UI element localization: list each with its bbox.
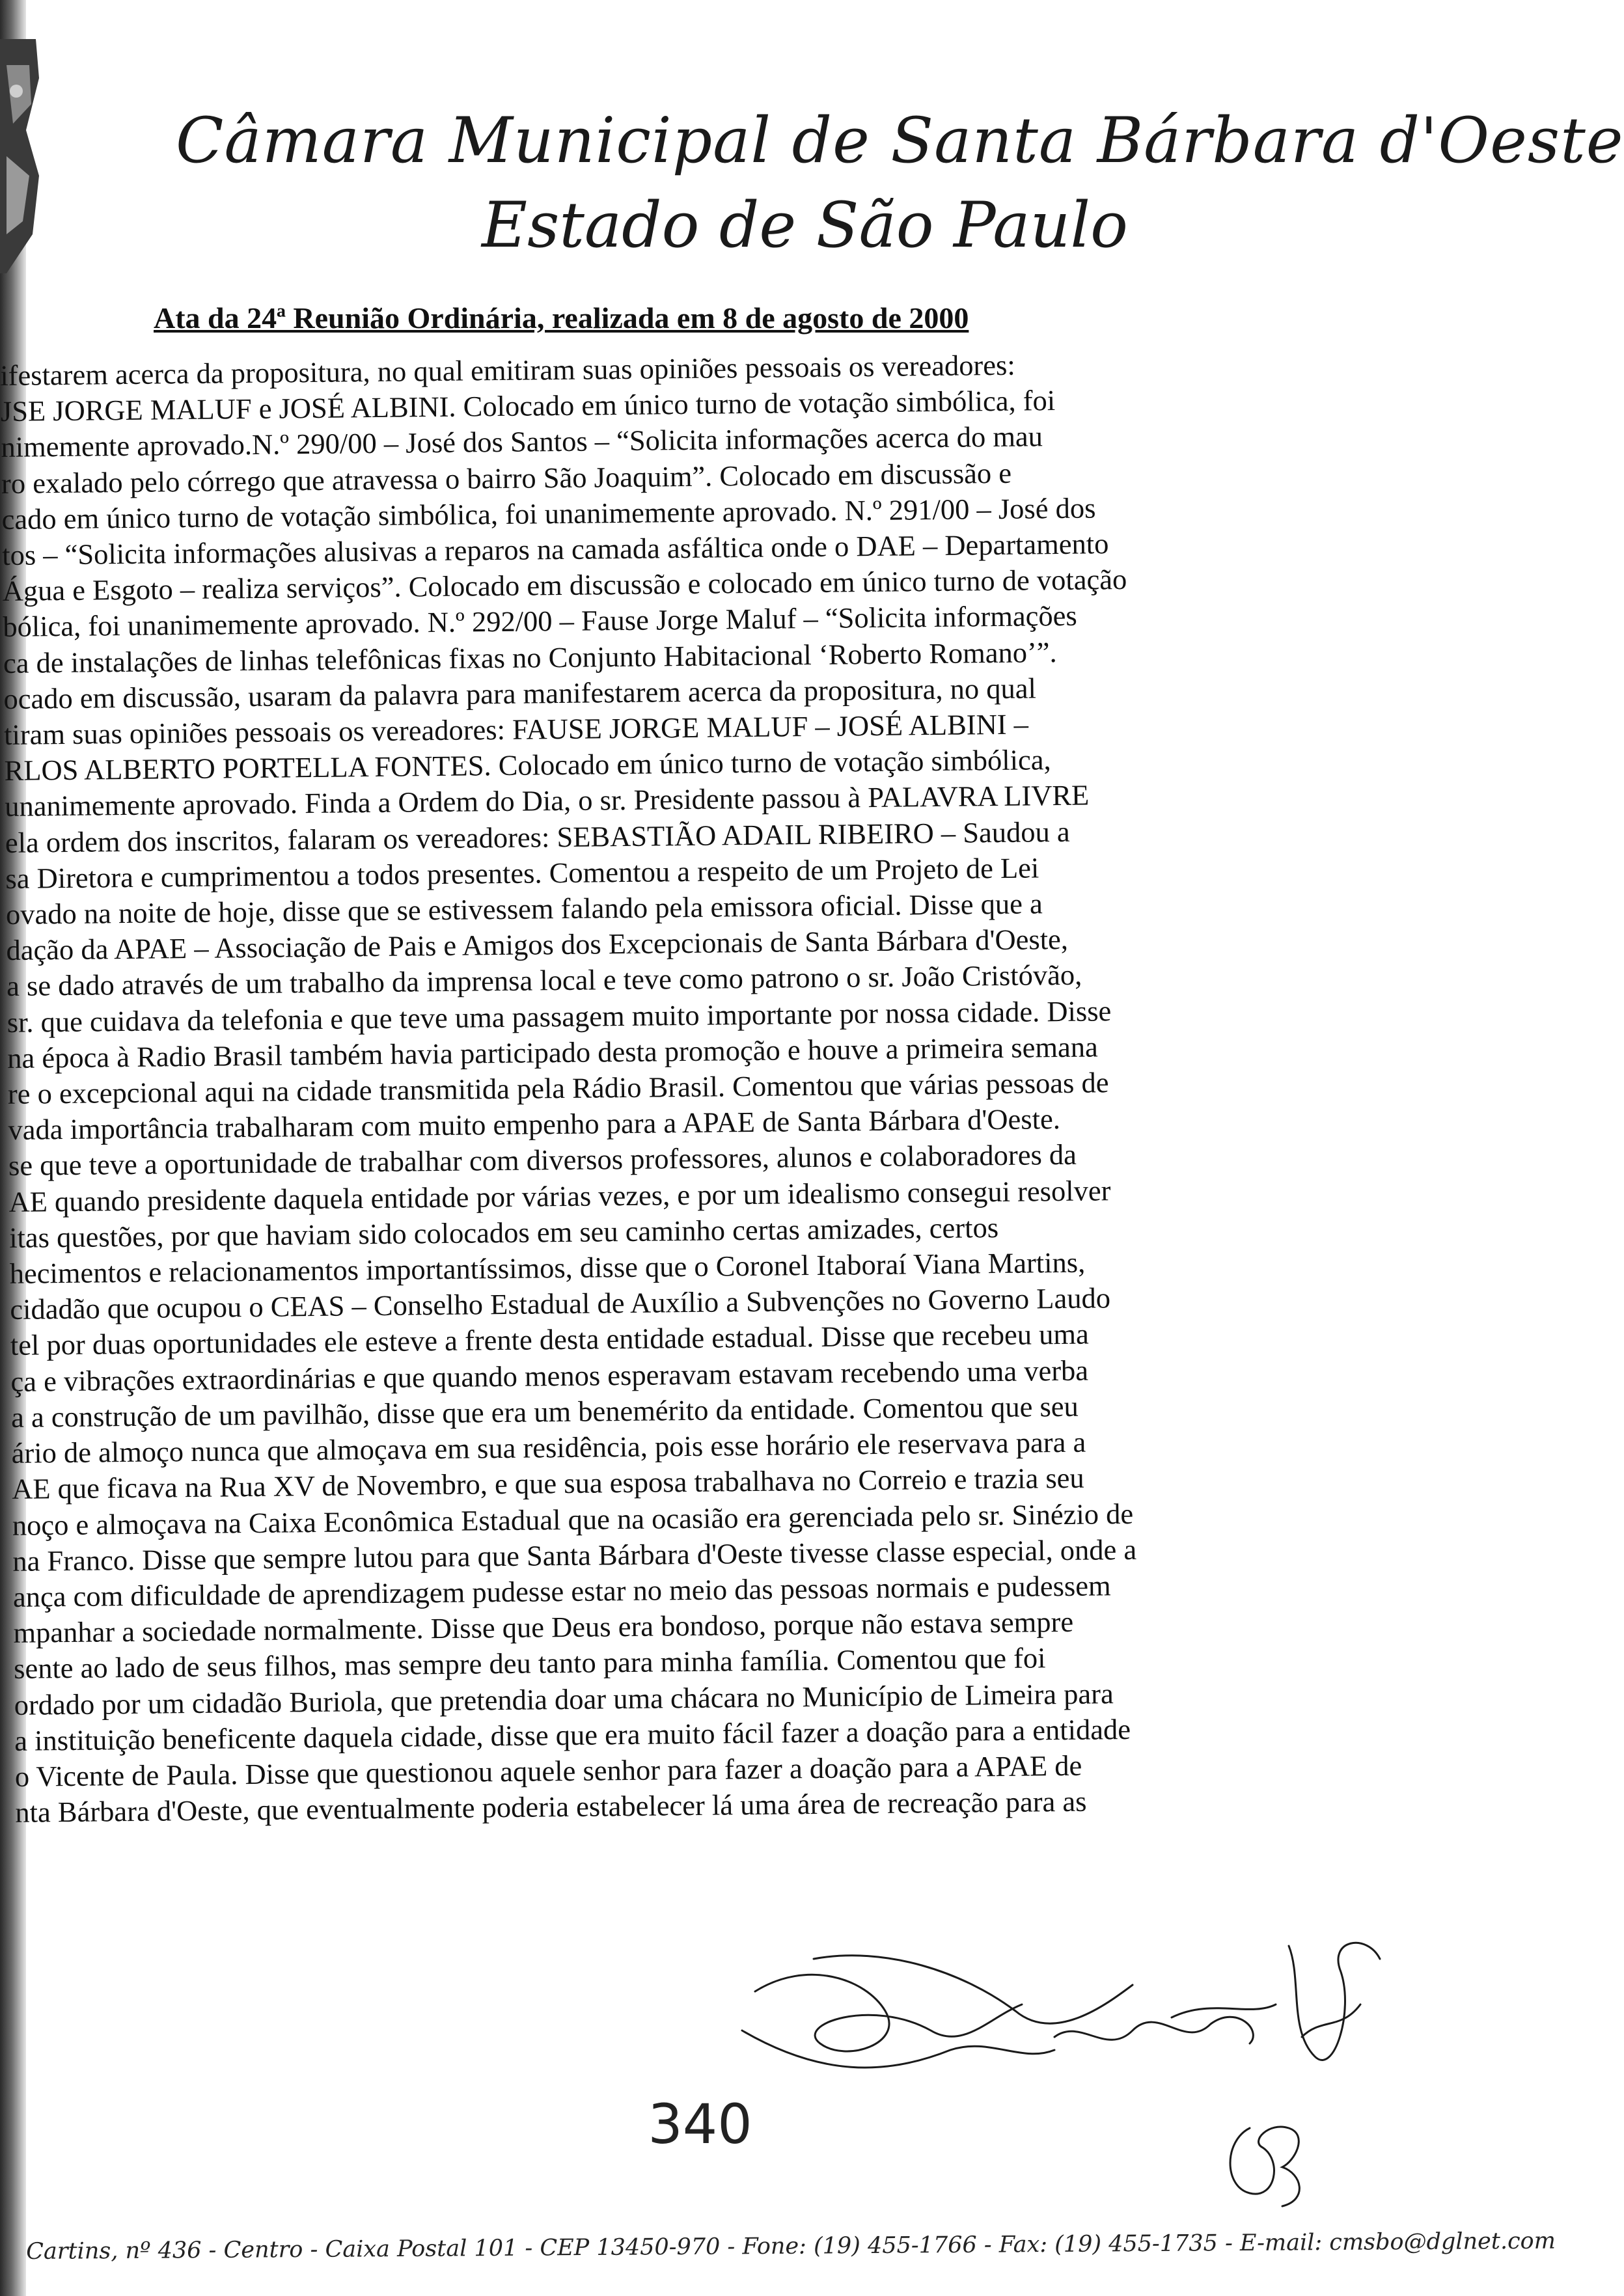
- header-state-name: Estado de São Paulo: [482, 189, 1128, 262]
- body-line: ocado em discussão, usaram da palavra para manifestarem acerca da propositura, no qual: [3, 672, 1037, 715]
- body-line: AE quando presidente daquela entidade por várias vezes, e por um idealismo consegui resolver: [8, 1173, 1111, 1218]
- initials-signature: [1211, 2102, 1328, 2213]
- signature-stroke: [1172, 2004, 1276, 2017]
- signature-stroke: [814, 1956, 1133, 2023]
- signatures: [716, 1920, 1393, 2102]
- body-line: tos – “Solicita informações alusivas a reparos na camada asfáltica onde o DAE – Departamento: [1, 527, 1109, 571]
- body-line: re o excepcional aqui na cidade transmitida pela Rádio Brasil. Comentou que várias pessoas de: [7, 1066, 1109, 1110]
- body-line: hecimentos e relacionamentos importantíssimos, disse que o Coronel Itaboraí Viana Martins,: [9, 1246, 1086, 1290]
- body-line: dação da APAE – Associação de Pais e Amigos dos Excepcionais de Santa Bárbara d'Oeste,: [6, 923, 1069, 967]
- body-line: nta Bárbara d'Oeste, que eventualmente poderia estabelecer lá uma área de recreação para as: [15, 1784, 1087, 1829]
- signature-stroke: [755, 1975, 1022, 2051]
- body-line: ovado na noite de hoje, disse que se estivessem falando pela emissora oficial. Disse que a: [5, 887, 1043, 931]
- body-line: o Vicente de Paula. Disse que questionou aquele senhor para fazer a doação para a APAE de: [14, 1749, 1082, 1793]
- body-line: cado em único turno de votação simbólica, foi unanimemente aprovado. N.º 291/00 – José dos: [1, 491, 1096, 536]
- body-line: tel por duas oportunidades ele esteve a frente desta entidade estadual. Disse que recebeu uma: [10, 1318, 1090, 1362]
- minutes-body: [0, 344, 1325, 1933]
- body-line: ça e vibrações extraordinárias e que quando menos esperavam estavam recebendo uma verba: [10, 1354, 1089, 1398]
- body-line: mpanhar a sociedade normalmente. Disse que Deus era bondoso, porque não estava sempre: [13, 1605, 1074, 1650]
- footer-address: Cartins, nº 436 - Centro - Caixa Postal 101 - CEP 13450-970 - Fone: (19) 455-1766 - Fax: (19) 455-1735 - E-mail: cmsbo@dglnet.com: [26, 2228, 1556, 2265]
- body-line: ordado por um cidadão Buriola, que pretendia doar uma chácara no Município de Limeira para: [14, 1676, 1114, 1721]
- body-line: unanimemente aprovado. Finda a Ordem do Dia, o sr. Presidente passou à PALAVRA LIVRE: [4, 778, 1090, 823]
- body-line: tiram suas opiniões pessoais os vereadores: FAUSE JORGE MALUF – JOSÉ ALBINI –: [3, 707, 1029, 751]
- body-line: na Franco. Disse que sempre lutou para que Santa Bárbara d'Oeste tivesse classe especial, onde a: [12, 1533, 1137, 1578]
- body-line: a a construção de um pavilhão, disse que era um benemérito da entidade. Comentou que seu: [10, 1389, 1079, 1434]
- body-line: itas questões, por que haviam sido colocados em seu caminho certas amizades, certos: [8, 1210, 999, 1254]
- body-line: Água e Esgoto – realiza serviços”. Colocado em discussão e colocado em único turno de votação: [2, 563, 1127, 608]
- body-line: a se dado através de um trabalho da imprensa local e teve como patrono o sr. João Cristóvão,: [6, 959, 1082, 1003]
- body-line: RLOS ALBERTO PORTELLA FONTES. Colocado em único turno de votação simbólica,: [4, 743, 1051, 787]
- document-title: Ata da 24ª Reunião Ordinária, realizada em 8 de agosto de 2000: [154, 301, 969, 335]
- body-line: sente ao lado de seus filhos, mas sempre deu tanto para minha família. Comentou que foi: [13, 1641, 1046, 1686]
- header-institution-name: Câmara Municipal de Santa Bárbara d'Oeste: [176, 104, 1624, 177]
- body-line: ário de almoço nunca que almoçava em sua residência, pois esse horário ele reservava para a: [11, 1425, 1086, 1469]
- body-line: ro exalado pelo córrego que atravessa o bairro São Joaquim”. Colocado em discussão e: [1, 456, 1012, 500]
- body-line: ca de instalações de linhas telefônicas fixas no Conjunto Habitacional ‘Roberto Romano’”.: [3, 635, 1057, 679]
- municipal-crest-logo: [0, 26, 46, 286]
- signature-stroke: [1302, 2004, 1360, 2037]
- body-line: na época à Radio Brasil também havia participado desta promoção e houve a primeira semana: [7, 1030, 1098, 1074]
- body-line: ela ordem dos inscritos, falaram os vereadores: SEBASTIÃO ADAIL RIBEIRO – Saudou a: [5, 815, 1070, 859]
- body-line: se que teve a oportunidade de trabalhar com diversos professores, alunos e colaboradores da: [8, 1138, 1077, 1182]
- body-line: a instituição beneficente daquela cidade, disse que era muito fácil fazer a doação para a entidade: [14, 1712, 1131, 1757]
- page-number: 340: [648, 2092, 752, 2156]
- body-line: bólica, foi unanimemente aprovado. N.º 292/00 – Fause Jorge Maluf – “Solicita informações: [3, 599, 1077, 644]
- body-line: sr. que cuidava da telefonia e que teve uma passagem muito importante por nossa cidade. Disse: [7, 994, 1112, 1039]
- body-line: sa Diretora e cumprimentou a todos presentes. Comentou a respeito de um Projeto de Lei: [5, 851, 1039, 895]
- body-line: vada importância trabalharam com muito empenho para a APAE de Santa Bárbara d'Oeste.: [8, 1102, 1061, 1147]
- body-line: cidadão que ocupou o CEAS – Conselho Estadual de Auxílio a Subvenções no Governo Laudo: [10, 1281, 1111, 1326]
- signature-stroke: [742, 2030, 1054, 2068]
- body-line: ança com dificuldade de aprendizagem pudesse estar no meio das pessoas normais e pudessem: [12, 1569, 1111, 1613]
- body-line: nimemente aprovado.N.º 290/00 – José dos Santos – “Solicita informações acerca do mau: [1, 420, 1043, 464]
- body-line: JSE JORGE MALUF e JOSÉ ALBINI. Colocado em único turno de votação simbólica, foi: [0, 384, 1056, 428]
- signature-stroke: [1289, 1943, 1380, 2060]
- body-line: noço e almoçava na Caixa Econômica Estadual que na ocasião era gerenciada pelo sr. Sinézio de: [12, 1497, 1134, 1542]
- body-line: AE que ficava na Rua XV de Novembro, e que sua esposa trabalhava no Correio e trazia seu: [11, 1461, 1084, 1506]
- signature-stroke: [1054, 2017, 1253, 2043]
- body-line: ifestarem acerca da propositura, no qual emitiram suas opiniões pessoais os vereadores:: [0, 348, 1015, 392]
